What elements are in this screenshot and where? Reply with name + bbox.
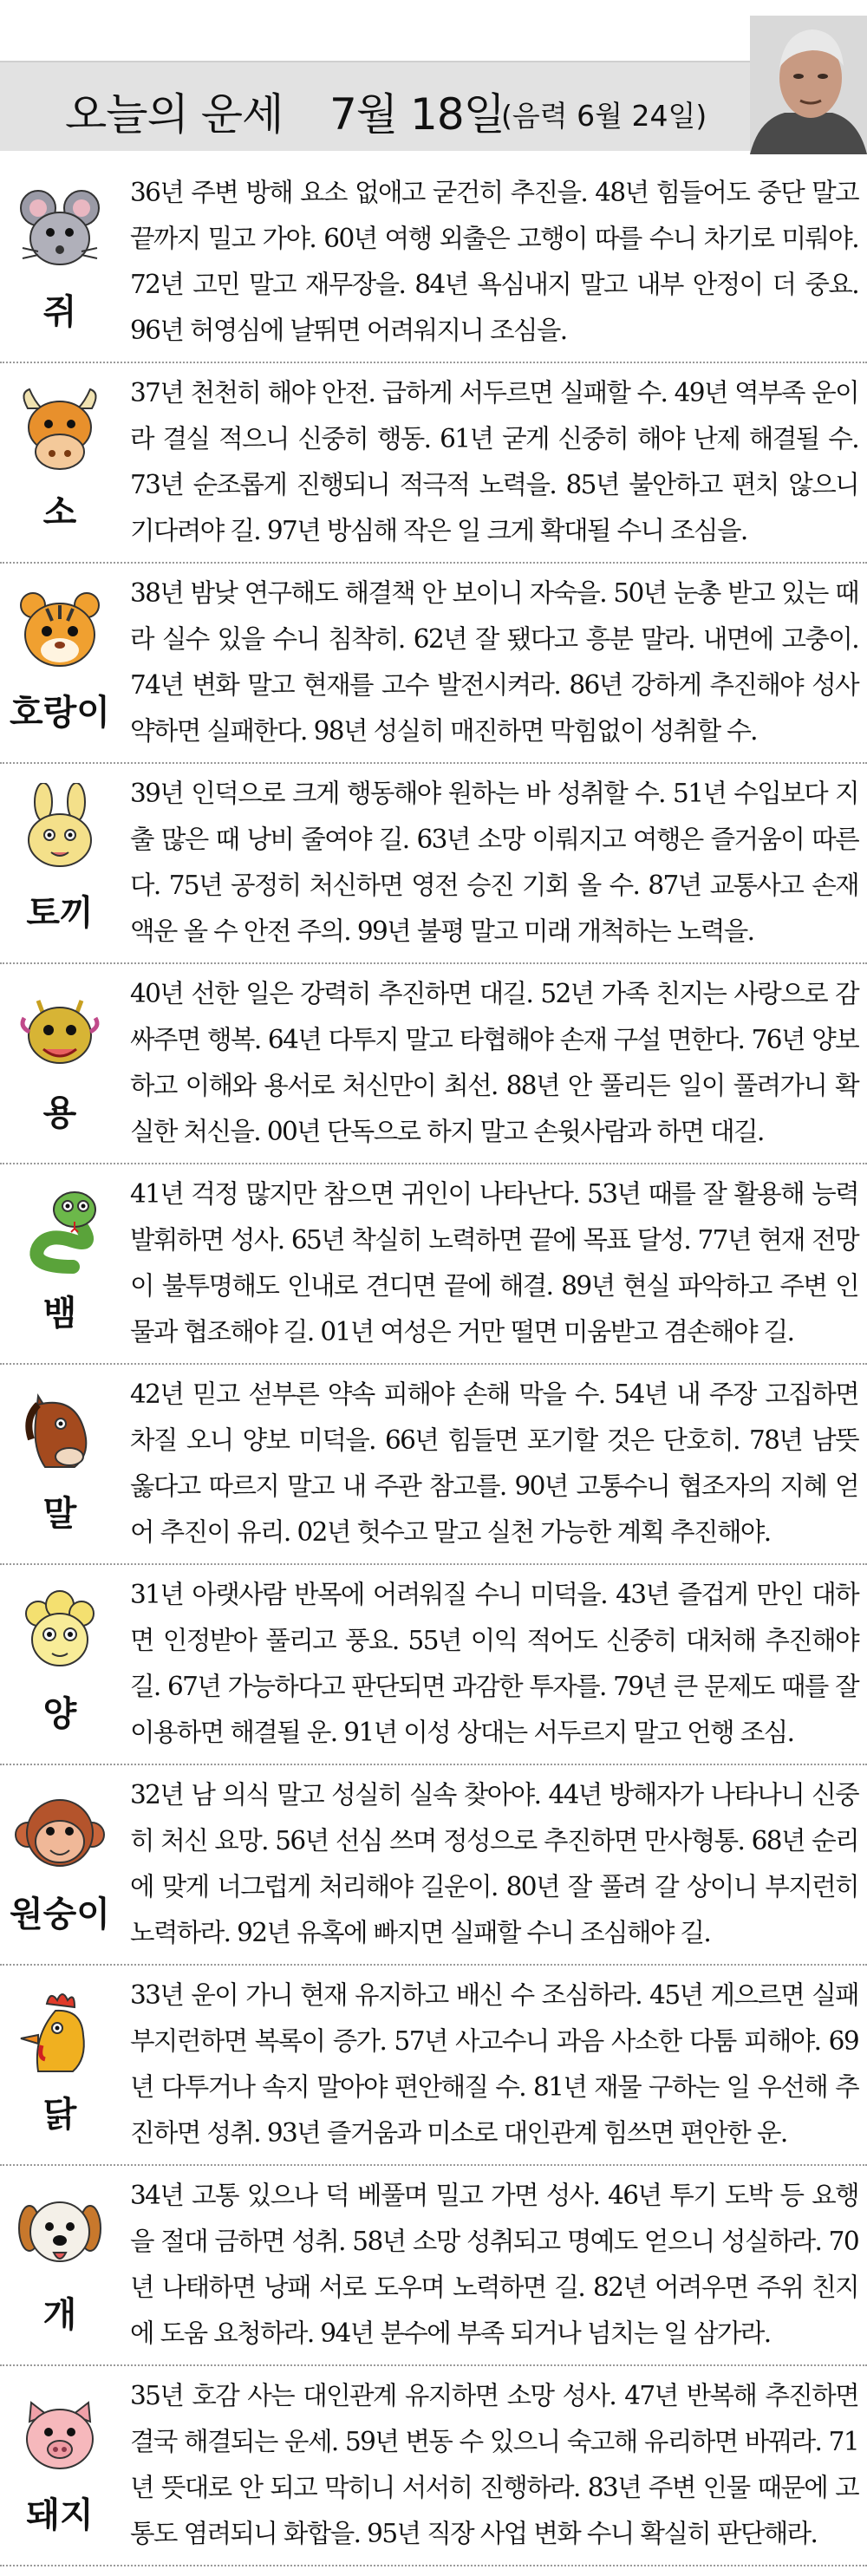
list-item [0,1565,867,1765]
fortune-text: 37년 천천히 해야 안전. 급하게 서두르면 실패할 수. 49년 역부족 운이라 결실 적으니 신중히 행동. 61년 굳게 신중히 해야 난제 해결될 수. 73년 순조롭게 진행되니 적극적 노력을. 85년 불안하고 편치 않으니 기다려야 길. 97년 방심해 작은 일 크게 확대될 수니 조심을. [130,378,858,545]
page-header [0,0,867,156]
lunar-date-label: (음력 6월 24일) [501,99,707,133]
ox-icon [12,382,108,478]
list-item [0,1765,867,1966]
horse-icon [12,1384,108,1479]
pig-icon [12,2385,108,2481]
list-item [0,363,867,564]
fortune-text: 41년 걱정 많지만 참으면 귀인이 나타난다. 53년 때를 잘 활용해 능력 발휘하면 성사. 65년 착실히 노력하면 끝에 목표 달성. 77년 현재 전망이 불투명해도 인내로 견디면 끝에 해결. 89년 현실 파악하고 주변 인물과 협조해야 길. 01년 여성은 거만 떨면 미움받고 겸손해야 길. [130,1179,858,1347]
list-item [0,964,867,1164]
zodiac-column [0,2366,120,2565]
zodiac-column [0,1164,120,1363]
snake-icon [12,1184,108,1279]
tiger-icon [12,583,108,678]
list-item [0,1365,867,1565]
rooster-icon [12,1985,108,2080]
fortune-text: 36년 주변 방해 요소 없애고 굳건히 추진을. 48년 힘들어도 중단 말고 끝까지 밀고 가야. 60년 여행 외출은 고행이 따를 수니 차기로 미뤄야. 72년 고민 말고 재무장을. 84년 욕심내지 말고 내부 안정이 더 중요. 96년 허영심에 날뛰면 어려워지니 조심을. [130,178,858,345]
page-title: 오늘의 운세 [65,89,284,140]
zodiac-column [0,764,120,962]
list-item [0,2366,867,2566]
zodiac-column [0,1365,120,1563]
zodiac-name: 쥐 [42,292,77,332]
list-item [0,2166,867,2366]
list-item [0,564,867,764]
zodiac-name: 말 [42,1494,77,1534]
fortune-text: 38년 밤낮 연구해도 해결책 안 보이니 자숙을. 50년 눈총 받고 있는 때라 실수 있을 수니 침착히. 62년 잘 됐다고 흥분 말라. 내면에 고충이. 74년 변화 말고 현재를 고수 발전시켜라. 86년 강하게 추진해야 성사 약하면 실패한다. 98년 성실히 매진하면 막힘없이 성취할 수. [130,578,858,746]
sheep-icon [12,1584,108,1679]
fortune-text: 40년 선한 일은 강력히 추진하면 대길. 52년 가족 친지는 사랑으로 감싸주면 행복. 64년 다투지 말고 타협해야 손재 구설 면한다. 76년 양보하고 이해와 용서로 처신만이 최선. 88년 안 풀리든 일이 풀려가니 확실한 처신을. 00년 단독으로 하지 말고 손윗사람과 하면 대길. [130,979,858,1146]
monkey-icon [12,1784,108,1880]
fortune-text: 39년 인덕으로 크게 행동해야 원하는 바 성취할 수. 51년 수입보다 지출 많은 때 낭비 줄여야 길. 63년 소망 이뤄지고 여행은 즐거움이 따른다. 75년 공정히 처신하면 영전 승진 기회 올 수. 87년 교통사고 손재 액운 올 수 안전 주의. 99년 불평 말고 미래 개척하는 노력을. [130,779,858,946]
fortune-text: 31년 아랫사람 반목에 어려워질 수니 미덕을. 43년 즐겁게 만인 대하면 인정받아 풀리고 풍요. 55년 이익 적어도 신중히 대처해 추진해야 길. 67년 가능하다고 판단되면 과감한 투자를. 79년 큰 문제도 때를 잘 이용하면 해결될 운. 91년 이성 상대는 서두르지 말고 언행 조심. [130,1580,858,1747]
zodiac-name: 돼지 [26,2495,94,2535]
zodiac-name: 닭 [42,2095,77,2135]
rabbit-icon [12,783,108,878]
list-item [0,1966,867,2166]
zodiac-column [0,1966,120,2164]
dragon-icon [12,983,108,1079]
zodiac-column [0,363,120,562]
zodiac-name: 호랑이 [10,693,110,733]
zodiac-column [0,2166,120,2364]
rat-icon [12,182,108,277]
zodiac-name: 토끼 [26,893,94,933]
zodiac-column [0,1565,120,1764]
fortune-text: 32년 남 의식 말고 성실히 실속 찾아야. 44년 방해자가 나타나니 신중히 처신 요망. 56년 선심 쓰며 정성으로 추진하면 만사형통. 68년 순리에 맞게 너그럽게 처리해야 길운이. 80년 잘 풀려 갈 상이니 부지런히 노력하라. 92년 유혹에 빠지면 실패할 수니 조심해야 길. [130,1780,858,1947]
zodiac-name: 개 [42,2295,77,2335]
zodiac-column [0,1765,120,1964]
author-photo [750,16,867,154]
zodiac-name: 양 [42,1694,77,1734]
fortune-text: 35년 호감 사는 대인관계 유지하면 소망 성사. 47년 반복해 추진하면 결국 해결되는 운세. 59년 변동 수 있으니 숙고해 유리하면 바꿔라. 71년 뜻대로 안 되고 막히니 서서히 진행하라. 83년 주변 인물 때문에 고통도 염려되니 화합을. 95년 직장 사업 변화 수니 확실히 판단해라. [130,2381,858,2548]
fortune-text: 33년 운이 가니 현재 유지하고 배신 수 조심하라. 45년 게으르면 실패 부지런하면 복록이 증가. 57년 사고수니 과음 사소한 다툼 피해야. 69년 다투거나 속지 말아야 편안해질 수. 81년 재물 구하는 일 우선해 추진하면 성취. 93년 즐거움과 미소로 대인관계 힘쓰면 편안한 운. [130,1980,858,2148]
zodiac-column [0,964,120,1163]
zodiac-column [0,163,120,362]
list-item [0,1164,867,1365]
list-item [0,764,867,964]
fortune-list [0,163,867,2566]
fortune-text: 42년 믿고 섣부른 약속 피해야 손해 막을 수. 54년 내 주장 고집하면 차질 오니 양보 미덕을. 66년 힘들면 포기할 것은 단호히. 78년 남뜻 옳다고 따르지 말고 내 주관 참고를. 90년 고통수니 협조자의 지혜 얻어 추진이 유리. 02년 헛수고 말고 실천 가능한 계획 추진해야. [130,1379,858,1547]
zodiac-column [0,564,120,762]
date-label: 7월 18일 [329,89,505,140]
fortune-text: 34년 고통 있으나 덕 베풀며 밀고 가면 성사. 46년 투기 도박 등 요행을 절대 금하면 성취. 58년 소망 성취되고 명예도 얻으니 성실하라. 70년 나태하면 낭패 서로 도우며 노력하면 길. 82년 어려우면 주위 친지에 도움 요청하라. 94년 분수에 부족 되거나 넘치는 일 삼가라. [130,2181,858,2348]
zodiac-name: 용 [42,1093,77,1133]
zodiac-name: 뱀 [42,1294,77,1334]
zodiac-name: 원숭이 [10,1895,110,1934]
zodiac-name: 소 [42,492,77,532]
dog-icon [12,2185,108,2280]
list-item [0,163,867,363]
